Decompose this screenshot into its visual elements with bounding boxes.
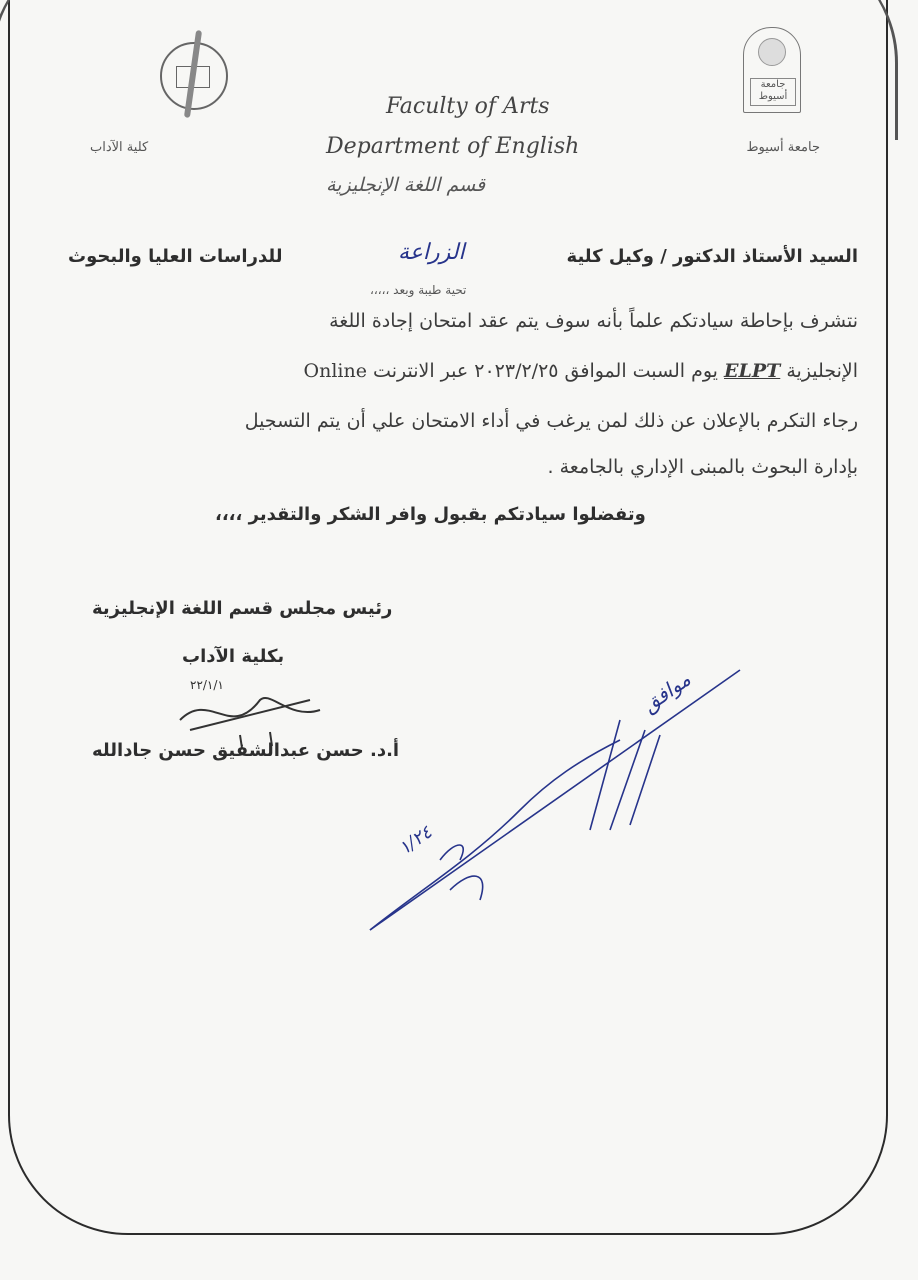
body-line-2 bbox=[304, 360, 858, 382]
approval-date: ١/٢٤ bbox=[395, 821, 436, 860]
body-line-2-prefix: الإنجليزية bbox=[786, 360, 858, 382]
signature-date: ٢٢/١/١ bbox=[190, 678, 224, 692]
logo-text: جامعة أسيوط bbox=[750, 78, 796, 106]
body-line-3: رجاء التكرم بالإعلان عن ذلك لمن يرغب في أداء الامتحان علي أن يتم التسجيل bbox=[244, 410, 858, 432]
online-label: Online bbox=[303, 360, 367, 382]
faculty-name: كلية الآداب bbox=[90, 140, 149, 155]
department-title-ar: قسم اللغة الإنجليزية bbox=[326, 174, 486, 196]
body-line-2-rest: يوم السبت الموافق ٢٠٢٣/٢/٢٥ عبر الانترنت bbox=[373, 360, 718, 382]
body-line-1: نتشرف بإحاطة سيادتكم علماً بأنه سوف يتم عقد امتحان إجادة اللغة bbox=[329, 310, 858, 332]
signatory-title: رئيس مجلس قسم اللغة الإنجليزية bbox=[92, 598, 393, 619]
exam-code: ELPT bbox=[724, 360, 781, 382]
handwritten-faculty: الزراعة bbox=[398, 240, 465, 265]
closing-line: وتفضلوا سيادتكم بقبول وافر الشكر والتقدير ،،،، bbox=[215, 504, 646, 525]
faculty-title-en: Faculty of Arts bbox=[386, 94, 550, 119]
department-title-en: Department of English bbox=[326, 134, 580, 159]
signatory-faculty: بكلية الآداب bbox=[182, 646, 285, 667]
faculty-of-arts-logo-icon bbox=[150, 30, 240, 120]
body-line-4: بإدارة البحوث بالمبنى الإداري بالجامعة . bbox=[547, 456, 858, 478]
approval-signature-icon bbox=[360, 660, 760, 940]
addressee-line: السيد الأستاذ الدكتور / وكيل كلية bbox=[566, 246, 858, 267]
university-name: جامعة أسيوط bbox=[746, 140, 820, 155]
approval-note: موافق bbox=[637, 667, 695, 717]
border-gap bbox=[188, 1217, 214, 1225]
assiut-university-logo-icon bbox=[743, 27, 801, 113]
addressee-suffix: للدراسات العليا والبحوث bbox=[68, 246, 283, 267]
sun-emblem-icon bbox=[758, 38, 786, 66]
page-border-top-left bbox=[0, 0, 113, 140]
greeting: تحية طيبة وبعد ،،،،، bbox=[370, 283, 467, 297]
signatory-name: أ.د. حسن عبدالشفيق حسن جادالله bbox=[92, 740, 400, 761]
